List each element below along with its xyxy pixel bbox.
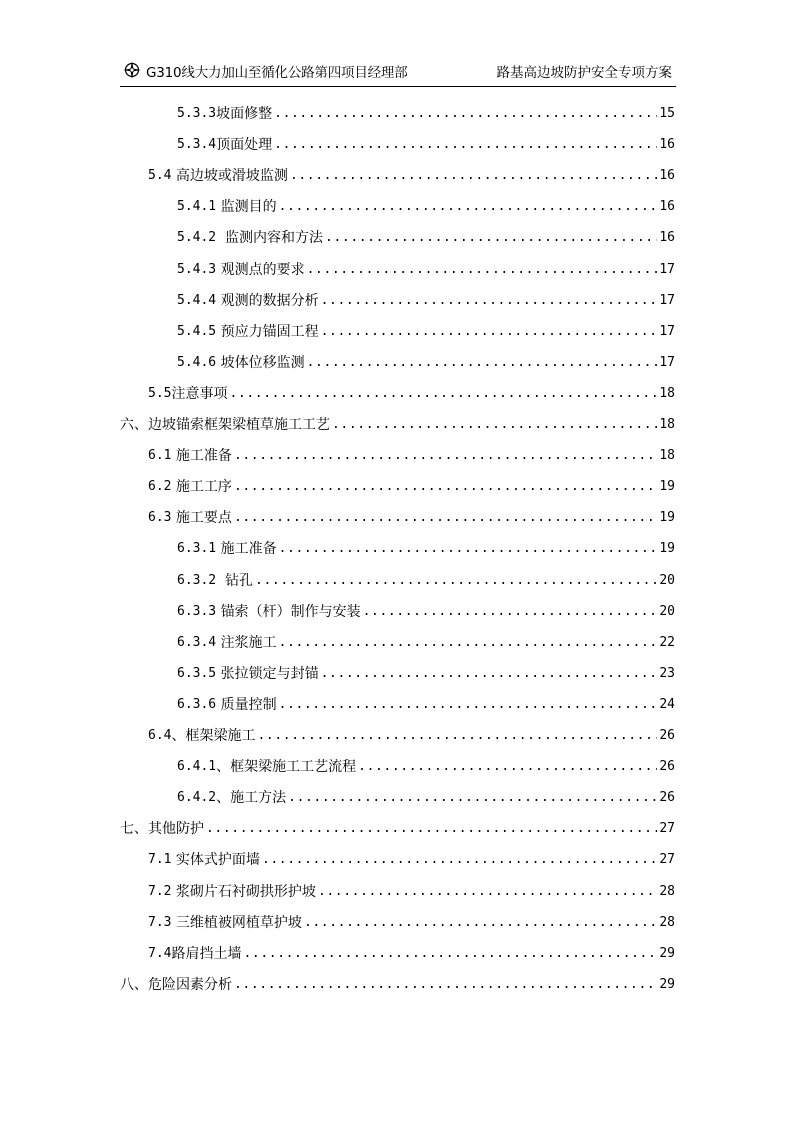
- toc-entry[interactable]: [177, 693, 675, 715]
- toc-entry[interactable]: [148, 382, 675, 404]
- toc-entry-title: 观测的数据分析: [216, 292, 319, 309]
- toc-entry-number: 6.4.2: [177, 790, 217, 806]
- toc-entry-page-number: 17: [659, 292, 675, 308]
- toc-entry-number: 5.3.3: [177, 106, 217, 121]
- toc-dot-leader: [206, 819, 657, 839]
- toc-entry[interactable]: [148, 475, 675, 497]
- toc-entry-title: 、施工方法: [216, 790, 287, 807]
- toc-entry-title: 高边坡或滑坡监测: [171, 168, 288, 185]
- toc-entry-page-number: 20: [659, 572, 675, 588]
- toc-entry-page-number: 20: [659, 603, 675, 619]
- toc-entry-page-number: 16: [659, 168, 675, 184]
- toc-dot-leader: [321, 322, 658, 342]
- toc-entry[interactable]: [177, 102, 675, 124]
- toc-entry-title: 锚索（杆）制作与安装: [216, 603, 361, 620]
- toc-dot-leader: [358, 757, 657, 777]
- toc-entry-number: 5.4.3: [177, 261, 217, 277]
- toc-entry-title: 注意事项: [171, 385, 228, 402]
- toc-entry[interactable]: [120, 817, 675, 839]
- toc-entry-page-number: 27: [659, 852, 675, 868]
- toc-entry-title: 、框架梁施工: [171, 728, 256, 744]
- toc-entry-title: 施工准备: [216, 541, 277, 558]
- toc-entry-title: 八、危险因素分析: [120, 976, 232, 993]
- toc-dot-leader: [279, 695, 658, 715]
- toc-entry[interactable]: [148, 880, 675, 902]
- toc-entry-title: 钻孔: [216, 572, 254, 589]
- toc-entry-title: 施工工序: [171, 479, 232, 496]
- toc-entry-title: 坡体位移监测: [216, 354, 305, 371]
- toc-dot-leader: [304, 913, 657, 933]
- toc-entry-page-number: 17: [659, 354, 675, 370]
- toc-entry-title: 三维植被网植草护坡: [171, 914, 302, 931]
- toc-entry-title: 施工准备: [171, 448, 232, 465]
- toc-entry[interactable]: [148, 724, 675, 746]
- toc-entry-number: 7.2: [148, 883, 172, 899]
- toc-entry-page-number: 19: [659, 541, 675, 557]
- toc-entry[interactable]: [148, 911, 675, 933]
- toc-entry-page-number: 22: [659, 634, 675, 650]
- toc-dot-leader: [255, 571, 657, 591]
- toc-entry[interactable]: [148, 506, 675, 528]
- toc-dot-leader: [332, 415, 657, 435]
- toc-entry-page-number: 27: [659, 821, 675, 837]
- toc-entry-number: 5.3.4: [177, 137, 217, 153]
- toc-dot-leader: [318, 882, 657, 902]
- toc-dot-leader: [321, 664, 658, 684]
- toc-entry-page-number: 19: [659, 479, 675, 495]
- toc-entry-page-number: 17: [659, 261, 675, 277]
- toc-entry-page-number: 29: [659, 945, 675, 961]
- toc-entry-page-number: 19: [659, 510, 675, 526]
- toc-entry-page-number: 16: [659, 230, 675, 246]
- header-project-title: G310线大力加山至循化公路第四项目经理部: [146, 65, 408, 81]
- toc-entry[interactable]: [177, 351, 675, 373]
- toc-dot-leader: [363, 602, 658, 622]
- toc-entry[interactable]: [177, 258, 675, 280]
- toc-entry[interactable]: [120, 413, 675, 435]
- toc-dot-leader: [288, 788, 657, 808]
- toc-entry-title: 七、其他防护: [120, 821, 204, 838]
- toc-dot-leader: [234, 477, 657, 497]
- toc-entry-page-number: 29: [659, 976, 675, 992]
- toc-entry-page-number: 28: [659, 914, 675, 930]
- toc-entry-number: 7.1: [148, 852, 172, 868]
- toc-entry-title: 路肩挡土墙: [171, 945, 242, 962]
- toc-dot-leader: [325, 228, 657, 248]
- toc-entry-number: 6.3.2: [177, 572, 217, 588]
- toc-entry[interactable]: [177, 289, 675, 311]
- toc-entry-number: 5.4.1: [177, 199, 217, 215]
- toc-entry-number: 6.1: [148, 448, 172, 464]
- toc-entry-page-number: 24: [659, 696, 675, 712]
- toc-dot-leader: [307, 353, 658, 373]
- toc-entry-number: 5.5: [148, 385, 172, 401]
- toc-entry-title: 质量控制: [216, 696, 277, 713]
- toc-entry-title: 六、边坡锚索框架梁植草施工工艺: [120, 417, 330, 433]
- toc-entry-page-number: 15: [659, 106, 675, 121]
- toc-entry-page-number: 18: [659, 448, 675, 464]
- toc-entry[interactable]: [177, 662, 675, 684]
- toc-entry-number: 6.4: [148, 728, 172, 743]
- toc-entry-number: 6.3.4: [177, 634, 217, 650]
- toc-entry[interactable]: [148, 848, 675, 870]
- toc-entry-title: 观测点的要求: [216, 261, 305, 278]
- toc-entry[interactable]: [177, 600, 675, 622]
- toc-entry-title: 监测内容和方法: [216, 230, 324, 247]
- toc-entry-number: 6.3.6: [177, 696, 217, 712]
- toc-entry-number: 6.3.3: [177, 603, 217, 619]
- toc-entry[interactable]: [177, 631, 675, 653]
- toc-entry-page-number: 16: [659, 199, 675, 215]
- toc-entry[interactable]: [177, 195, 675, 217]
- toc-entry-page-number: 26: [659, 728, 675, 743]
- toc-dot-leader: [279, 197, 658, 217]
- toc-entry-title: 注浆施工: [216, 634, 277, 651]
- toc-dot-leader: [307, 260, 658, 280]
- company-logo-icon: [122, 60, 142, 80]
- toc-dot-leader: [234, 446, 657, 466]
- toc-entry[interactable]: [177, 537, 675, 559]
- toc-entry-title: 张拉锁定与封锚: [216, 665, 319, 682]
- toc-entry-page-number: 26: [659, 759, 675, 775]
- toc-dot-leader: [243, 944, 657, 964]
- toc-entry-title: 施工要点: [171, 510, 232, 527]
- toc-entry[interactable]: [177, 226, 675, 248]
- header-document-title: 路基高边坡防护安全专项方案: [496, 65, 672, 81]
- toc-entry-number: 5.4.5: [177, 323, 217, 339]
- toc-entry-title: 监测目的: [216, 199, 277, 216]
- toc-entry[interactable]: [148, 444, 675, 466]
- toc-dot-leader: [274, 135, 657, 155]
- toc-entry[interactable]: [177, 786, 675, 808]
- toc-entry-title: 、框架梁施工工艺流程: [216, 759, 357, 776]
- toc-dot-leader: [321, 291, 658, 311]
- toc-entry[interactable]: [177, 320, 675, 342]
- toc-entry-title: 顶面处理: [216, 137, 273, 154]
- toc-entry-number: 5.4: [148, 168, 172, 184]
- toc-entry-number: 5.4.6: [177, 354, 217, 370]
- toc-entry-number: 6.3.5: [177, 665, 217, 681]
- toc-entry[interactable]: [177, 755, 675, 777]
- toc-entry-page-number: 16: [659, 137, 675, 153]
- toc-dot-leader: [279, 539, 658, 559]
- toc-entry-number: 5.4.2: [177, 230, 217, 246]
- toc-dot-leader: [257, 726, 657, 746]
- toc-entry-title: 坡面修整: [216, 106, 273, 122]
- toc-dot-leader: [234, 508, 657, 528]
- toc-entry[interactable]: [177, 569, 675, 591]
- toc-dot-leader: [229, 384, 657, 404]
- toc-entry-number: 6.3.1: [177, 541, 217, 557]
- toc-dot-leader: [262, 850, 657, 870]
- toc-entry-title: 实体式护面墙: [171, 852, 260, 869]
- toc-entry-page-number: 23: [659, 665, 675, 681]
- toc-entry[interactable]: [177, 133, 675, 155]
- toc-entry-number: 7.3: [148, 914, 172, 930]
- toc-dot-leader: [279, 633, 658, 653]
- toc-entry-page-number: 18: [659, 417, 675, 432]
- toc-entry-title: 预应力锚固工程: [216, 323, 319, 340]
- toc-entry-number: 6.4.1: [177, 759, 217, 775]
- toc-entry-number: 5.4.4: [177, 292, 217, 308]
- toc-dot-leader: [290, 166, 657, 186]
- toc-entry-page-number: 17: [659, 323, 675, 339]
- toc-entry-title: 浆砌片石衬砌拱形护坡: [171, 883, 316, 900]
- toc-entry-page-number: 18: [659, 385, 675, 401]
- toc-entry[interactable]: [148, 942, 675, 964]
- toc-entry-number: 6.3: [148, 510, 172, 526]
- toc-entry-number: 6.2: [148, 479, 172, 495]
- toc-entry-number: 7.4: [148, 945, 172, 961]
- page-header: [120, 60, 676, 87]
- toc-entry-page-number: 28: [659, 883, 675, 899]
- toc-dot-leader: [274, 104, 657, 124]
- toc-dot-leader: [234, 975, 657, 995]
- toc-entry[interactable]: [120, 973, 675, 995]
- toc-entry[interactable]: [148, 164, 675, 186]
- toc-entry-page-number: 26: [659, 790, 675, 806]
